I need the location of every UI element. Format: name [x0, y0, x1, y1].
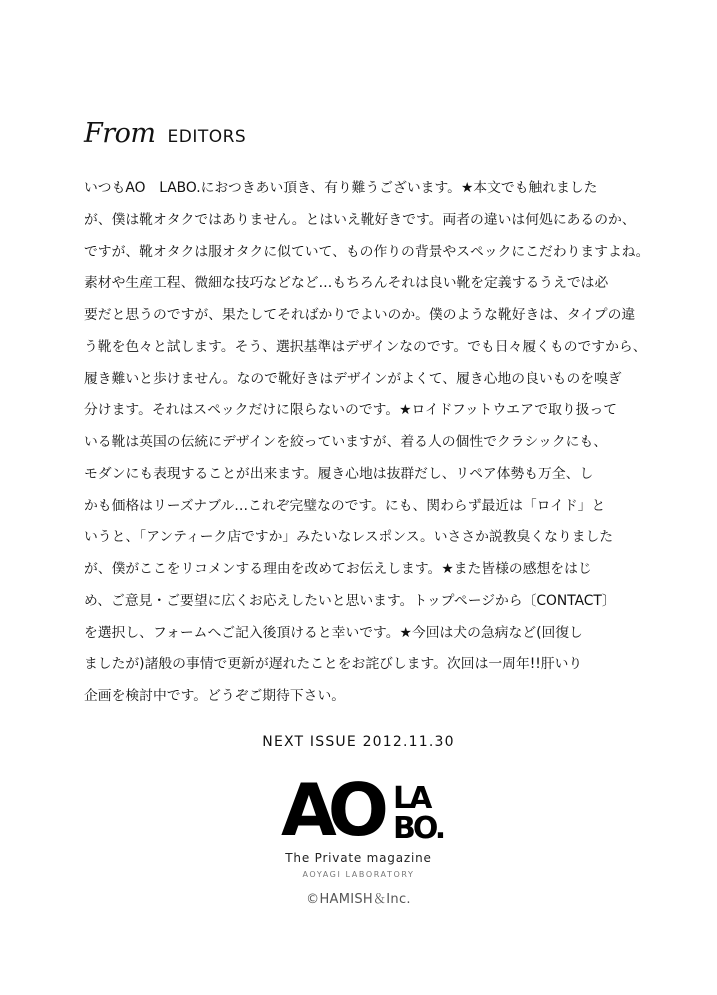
body-line: 素材や生産工程、微細な技巧などなど…もちろんそれは良い靴を定義するうえでは必	[84, 275, 609, 292]
editors-note-body	[84, 173, 650, 713]
magazine-tagline: The Private magazine	[285, 851, 432, 865]
logo-ao: AO	[281, 768, 380, 852]
logo-bo: BO.	[393, 811, 444, 846]
laboratory-label: AOYAGI LABORATORY	[302, 870, 415, 879]
body-line: かも価格はリーズナブル…これぞ完璧なのです。にも、関わらず最近は「ロイド」と	[84, 497, 606, 514]
from-label: From	[84, 118, 156, 149]
body-line: め、ご意見・ご要望に広くお応えしたいと思います。トップページから〔CONTACT〕	[84, 592, 616, 609]
copyright-notice: ©HAMISH＆Inc.	[306, 892, 411, 907]
body-line: 企画を検討中です。どうぞご期待下さい。	[84, 688, 346, 704]
editors-heading	[84, 118, 246, 149]
body-line: 要だと思うのですが、果たしてそればかりでよいのか。僕のような靴好きは、タイプの違	[84, 307, 636, 323]
logo-la: LA	[393, 781, 430, 816]
aolabo-logo	[281, 768, 444, 852]
body-line: ましたが)諸般の事情で更新が遅れたことをお詫びします。次回は一周年!!肝いり	[84, 656, 583, 673]
body-line: いつもAO LABO.におつきあい頂き、有り難うございます。★本文でも触れました	[84, 180, 598, 196]
body-line: ですが、靴オタクは服オタクに似ていて、もの作りの背景やスペックにこだわりますよね。	[84, 243, 650, 260]
next-issue-date: NEXT ISSUE 2012.11.30	[262, 734, 455, 750]
body-line: が、僕は靴オタクではありません。とはいえ靴好きです。両者の違いは何処にあるのか、	[84, 211, 636, 228]
editors-label: EDITORS	[167, 127, 247, 147]
body-line: が、僕がここをリコメンする理由を改めてお伝えします。★また皆様の感想をはじ	[84, 561, 592, 577]
body-line: いうと、「アンティーク店ですか」みたいなレスポンス。いささか説教臭くなりました	[84, 529, 614, 546]
body-line: 分けます。それはスペックだけに限らないのです。★ロイドフットウエアで取り扱って	[84, 402, 618, 419]
body-line: モダンにも表現することが出来ます。履き心地は抜群だし、リペア体勢も万全、し	[84, 465, 594, 482]
body-line: 履き難いと歩けません。なので靴好きはデザインがよくて、履き心地の良いものを嗅ぎ	[84, 370, 622, 387]
body-line: う靴を色々と試します。そう、選択基準はデザインなのです。でも日々履くものですから、	[84, 338, 647, 355]
body-line: いる靴は英国の伝統にデザインを絞っていますが、着る人の個性でクラシックにも、	[84, 434, 608, 450]
body-line: を選択し、フォームへご記入後頂けると幸いです。★今回は犬の急病など(回復し	[84, 624, 583, 641]
